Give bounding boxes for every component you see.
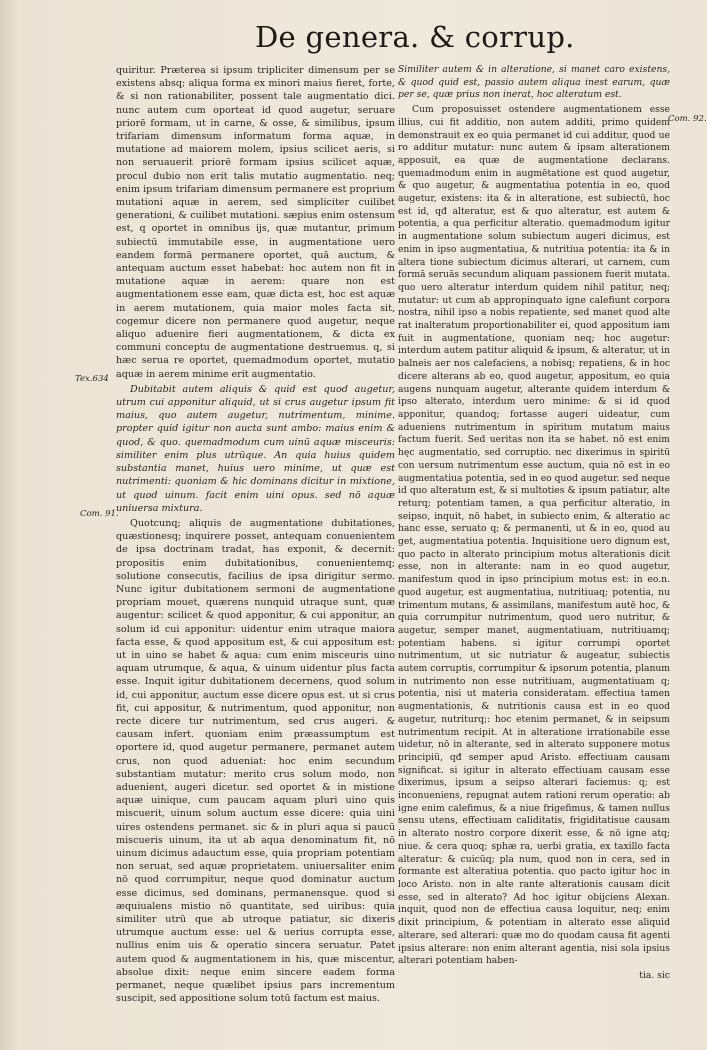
margin-note-comm-91: Com. 91. [80, 509, 119, 519]
right-column [398, 64, 670, 985]
left-paragraph-3: Quotcunq; aliquis de augmentatione dubitationes, quæstionesq; inquirere posset, antequam conuenientem de ipsa doctrinam tradat, has exponit, & decernit: propositis enim dubitationibus, conuenientemq; solutione consecutis, facilius de ipsa dirigitur sermo. Nunc igitur dubitationem sermoni de augmentatione propriam mouet, quærens nunquid utraque sunt, quæ augentur: scilicet & quod apponitur, & cui apponitur, an solum id cui apponitur: uidentur enim utraque maiora facta esse, & quod appositum est, & cui appositum est: ut in uino se habet & aqua: cum enim misceuris uino aquam utrumque, & aqua, & uinum uidentur plus facta esse. Inquit igitur dubitationem decernens, quod solum id, cui apponitur, auctum esse dicere opus est. ut si crus fit, cui appositur, & nutrimentum, quod apponitur, non recte dicere tur nutrimentum, sed crus augeri. & causam infert. quoniam enim præassumptum est oportere id, quod augetur permanere, permanet autem crus, non quod adueniat: hoc enim secundum substantiam mutatur: merito crus solum modo, non aduenient, augeri dicetur. sed oportet & in mistione aquæ uinique, cum paucam aquam pluri uino quis miscuerit, uinum solum auctum esse dicere: quia uini uires ostendens permanet. sic & in pluri aqua si paucū miscueris uinum, ita ut ab aqua denominatum fit, nō uinum dicimus adauctum esse, quia propriam potentiam non seruat, sed aquæ proprietatem. uniuersaliter enim nō quod corrumpitur, neque quod dominatur auctum esse dicimus, sed dominans, permanensque. quod si æquiualens mistio nō quantitate, sed uiribus: quia similiter utrū que ab utroque patiatur, sic dixeris utrumque auctum esse: uel & uerius corrupta esse, nullius enim uis & operatio sincera seruatur. Patet autem quod & augmentationem in his, quæ miscentur, absolue dixit: neque enim sincere eadem forma permanet, neque quælibet ipsius pars incrementum suscipit, sed appositione solum totū factum est maius. [116, 517, 395, 1005]
margin-note-comm-92: Com. 92. [668, 114, 707, 124]
right-paragraph-1: Similiter autem & in alteratione, si manet caro existens, & quod quid est, passio autem aliqua inest earum, quæ per se, quæ prius non inerat, hoc alteratum est. [398, 64, 670, 101]
right-paragraph-2: Cum proposuisset ostendere augmentationem esse illius, cui fit additio, non autem additi, primo quidem demonstrauit ex eo quia permanet id cui additur, quod ue ro additur mutatur: nunc autem & ipsam alterationem apposuit, ea quæ de augmentatione declarans. quemadmodum enim in augmētatione est quod augetur, & quo augetur, & augmentatiua potentia in eo, quod augetur, existens: ita & in alteratione, est subiectū, hoc est id, qđ alteratur, est & quo alteratur, est autem & potentia, a qua perficitur alteratio. quemadmodum igitur in augmentatione solum subiectum augeri dicimus, est enim in ipso augmentatiua, & nutritiua potentia: ita & in altera tione subiectum dicimus alterari, ut carnem, cum formā seruās secundum aliquam passionem fuerit mutata. quo uero alteratur interdum quidem nihil patitur, neq; mutatur: ut cum ab appropinquato igne calefiunt corpora nostra, nihil ipso a nobis repatiente, sed manet quod alte rat inalteratum proportionabiliter ei, quod appositum iam fuit in augmentatione, quoniam neq; hoc augetur: interdum autem patitur aliquid & ipsum, & alteratur, ut in balneis aer nos calefaciens, a nobisq; repatiens, & in hoc dicere alterans ab eo, quod augetur, appositum, eo quia augens nunquam augetur, alterante quidem interdum & ipso alterato, interdum uero minime: & si id quod apponitur, quandoq; fortasse augeri uideatur, cum adueniens nutrimentum in spiritum mutatum maius factum fuerit. Sed ueritas non ita se habet. nō est enim hęc augmentatio, sed corruptio. nec dixerimus in spiritū con uersum nutrimentum esse auctum, quia nō est in eo augmentatiua potentia, sed in eo quod augetur. sed neque id quo alteratum est, & si multoties & ipsum patiatur, alte returq; potentiam tamen, a qua perficitur alteratio, in seipso, inquit, nō habet, in subiecto enim, & alteratio ac hanc esse, seruato q; & permanenti, ut & in eo, quod au get, augmentatiua potentia. Inquisitione uero dignum est, quo pacto in alterato principium motus alterationis dicit esse, non in alterante: nam in eo quod augetur, manifestum quod in ipso principium motus est: in eo.n. quod augetur, est augmentatiua, nutritiuaq; potentia, nu trimentum mutans, & assimilans, manifestum autē hoc, & quia corrumpitur nutrimentum, quod uero nutritur, & augetur, semper manet, augmentatiuam, nutritiuamq; potentiam habens. si igitur corrumpi oportet nutrimentum, ut sic nutriatur & augeatur, subiectis autem corruptis, corrumpitur & ipsorum potentia, planum in nutrimento non esse nutritiuam, augmentatiuam q; potentia, nisi ut materia consideratam. effectiua tamen augmentationis, & nutritionis causa est in eo quod augetur, nutriturq;: hoc etenim permanet, & in seipsum nutrimentum recipit. At in alteratione irrationabile esse uidetur, nō in alterante, sed in alterato supponere motus principiū, qđ semper apud Aristo. effectiuam causam significat. si igitur in alterato effectiuam causam esse dixerimus, ipsum a seipso alterari faciemus: q; est inconueniens, repugnat autem rationi rerum operatio: ab igne enim calefimus, & a niue frigefimus, & tamen nullus sensu utens, effectiuam caliditatis, frigiditatisue causam in alterato nostro corpore dixerit esse, & nō igne atq; niue. & cera quoq; sphæ ra, uerbi gratia, ex taxillo facta alteratur: & cuicūq; pla num, quod non in cera, sed in formante est alteratiua potentia. quo pacto igitur hoc in loco Aristo. non in alte rante alterationis causam dicit esse, sed in alterato? Ad hoc igitur obijciens Alexan. inquit, quod non de effectiua causa loquitur, neq; enim dixit principium, & potentiam in alterato esse aliquid alterare, sed alterari: quæ mo do quodam causa fit agenti ipsius alterare: non enim alterant agentia, nisi sola ipsius alterari potentiam haben- [398, 104, 670, 967]
margin-note-text-634: Tex.634 [75, 374, 109, 384]
left-paragraph-1: quiritur. Præterea si ipsum tripliciter dimensum per se existens absq; aliqua forma ex minori maius fieret, forte, & si non rationabiliter, possent tale augmentatio dici. nunc autem cum oporteat id quod augetur, seruare priorē formam, ut in carne, & osse, & similibus, ipsum trifariam dimensum informatum forma aquæ, in mutatione ad maiorem molem, ipsius scilicet aeris, si non seruauerit priorē formam ipsius scilicet aquæ, procul dubio non erit talis mutatio augmentatio. neq; enim ipsum trifariam dimensum permanere est proprium mutationi aquæ in aerem, sed simpliciter cuilibet generationi, & cuilibet mutationi. sæpius enim ostensum est, q oportet in omnibus ijs, quæ mutantur, primum subiectū immutabile esse, in augmentatione uero eandem formā permanere oportet, quā auctum, & antequam auctum esset habebat: hoc autem non fit in mutatione aquæ in aerem: quare non est augmentationem esse eam, quæ dicta est, hoc est aquæ in aerem mutationem, quia maior moles facta sit, cogemur dicere non permanere quod augetur, neque aliquo aduenire fieri augmentationem, & dicta ex communi conceptu de augmentatione destruemus. q, si hæc serua re oportet, quemadmodum oportet, mutatio aquæ in aerem minime erit augmentatio. [116, 65, 395, 380]
page-title: De genera. & corrup. [255, 20, 575, 54]
left-column [116, 64, 395, 1007]
catchword: tia. sic [639, 969, 670, 981]
left-paragraph-2: Dubitabit autem aliquis & quid est quod augetur, utrum cui apponitur aliquid, ut si crus augetur ipsum fit maius, quo autem augetur, nutrimentum, minime. propter quid igitur non aucta sunt ambo: maius enim & quod, & quo. quemadmodum cum uinū aquæ misceuris: similiter enim plus utrūque. An quia huius quidem substantia manet, huius uero minime, ut quæ est nutrimenti: quoniam & hic dominans dicitur in mixtione, ut quod uinum. facit enim uini opus. sed nō aquæ uniuersa mixtura. [116, 383, 395, 514]
